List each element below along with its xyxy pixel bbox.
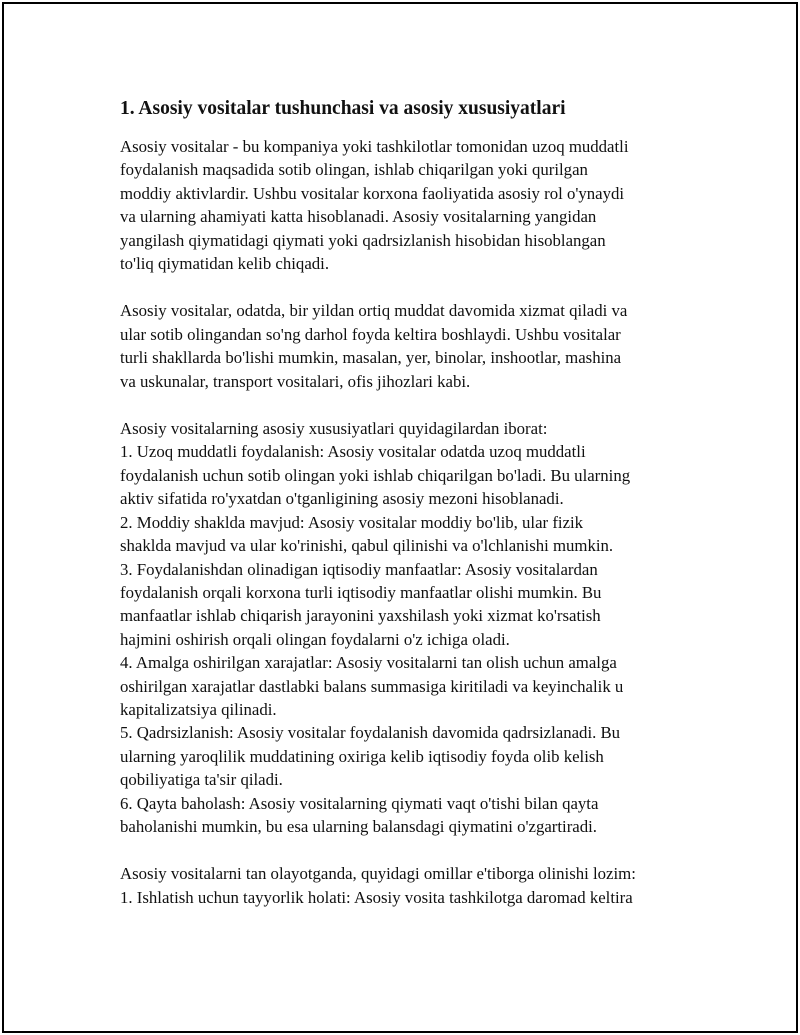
text-line: Asosiy vositalarni tan olayotganda, quyidagi omillar e'tiborga olinishi lozim: xyxy=(120,864,636,884)
text-line: oshirilgan xarajatlar dastlabki balans summasiga kiritiladi va keyinchalik u xyxy=(120,676,624,696)
text-line: 1. Ishlatish uchun tayyorlik holati: Asosiy vosita tashkilotga daromad keltira xyxy=(120,887,633,907)
paragraph xyxy=(120,862,700,909)
text-line: baholanishi mumkin, bu esa ularning balansdagi qiymatini o'zgartiradi. xyxy=(120,816,597,836)
text-line: Asosiy vositalar - bu kompaniya yoki tashkilotlar tomonidan uzoq muddatli xyxy=(120,137,629,156)
text-line: hajmini oshirish orqali olingan foydalarni o'z ichiga oladi. xyxy=(120,629,510,649)
text-line: va uskunalar, transport vositalari, ofis jihozlari kabi. xyxy=(120,371,471,391)
text-line: ularning yaroqlilik muddatining oxiriga kelib iqtisodiy foyda olib kelish xyxy=(120,746,604,766)
text-line: 1. Uzoq muddatli foydalanish: Asosiy vositalar odatda uzoq muddatli xyxy=(120,442,586,462)
text-line: 2. Moddiy shaklda mavjud: Asosiy vositalar moddiy bo'lib, ular fizik xyxy=(120,512,584,532)
text-line: foydalanish uchun sotib olingan yoki ishlab chiqarilgan bo'ladi. Bu ularning xyxy=(120,465,631,485)
body-text xyxy=(120,135,700,909)
text-line: manfaatlar ishlab chiqarish jarayonini yaxshilash yoki xizmat ko'rsatish xyxy=(120,606,601,626)
document-page xyxy=(2,2,798,1033)
text-line: moddiy aktivlardir. Ushbu vositalar korxona faoliyatida asosiy rol o'ynaydi xyxy=(120,183,625,203)
text-line: 5. Qadrsizlanish: Asosiy vositalar foydalanish davomida qadrsizlanadi. Bu xyxy=(120,723,621,743)
text-line: ular sotib olingandan so'ng darhol foyda keltira boshlaydi. Ushbu vositalar xyxy=(120,324,621,344)
paragraph xyxy=(120,417,700,838)
text-line: kapitalizatsiya qilinadi. xyxy=(120,699,277,719)
text-line: 3. Foydalanishdan olinadigan iqtisodiy manfaatlar: Asosiy vositalardan xyxy=(120,559,598,579)
text-line: foydalanish maqsadida sotib olingan, ishlab chiqarilgan yoki qurilgan xyxy=(120,160,588,180)
text-line: foydalanish orqali korxona turli iqtisodiy manfaatlar olishi mumkin. Bu xyxy=(120,582,602,602)
text-line: Asosiy vositalarning asosiy xususiyatlari quyidagilardan iborat: xyxy=(120,419,548,439)
text-line: 6. Qayta baholash: Asosiy vositalarning qiymati vaqt o'tishi bilan qayta xyxy=(120,793,599,813)
paragraph xyxy=(120,299,700,393)
section-heading: 1. Asosiy vositalar tushunchasi va asosiy xususiyatlari xyxy=(120,98,566,119)
text-line: turli shakllarda bo'lishi mumkin, masalan, yer, binolar, inshootlar, mashina xyxy=(120,348,622,368)
text-line: yangilash qiymatidagi qiymati yoki qadrsizlanish hisobidan hisoblangan xyxy=(120,230,606,250)
text-line: Asosiy vositalar, odatda, bir yildan ortiq muddat davomida xizmat qiladi va xyxy=(120,301,628,321)
text-line: 4. Amalga oshirilgan xarajatlar: Asosiy vositalarni tan olish uchun amalga xyxy=(120,653,617,673)
page-content xyxy=(120,96,700,933)
text-line: aktiv sifatida ro'yxatdan o'tganligining asosiy mezoni hisoblanadi. xyxy=(120,489,564,509)
text-line: va ularning ahamiyati katta hisoblanadi. Asosiy vositalarning yangidan xyxy=(120,207,597,227)
paragraph xyxy=(120,135,700,275)
text-line: qobiliyatiga ta'sir qiladi. xyxy=(120,770,283,790)
text-line: to'liq qiymatidan kelib chiqadi. xyxy=(120,254,330,274)
text-line: shaklda mavjud va ular ko'rinishi, qabul qilinishi va o'lchlanishi mumkin. xyxy=(120,536,614,556)
